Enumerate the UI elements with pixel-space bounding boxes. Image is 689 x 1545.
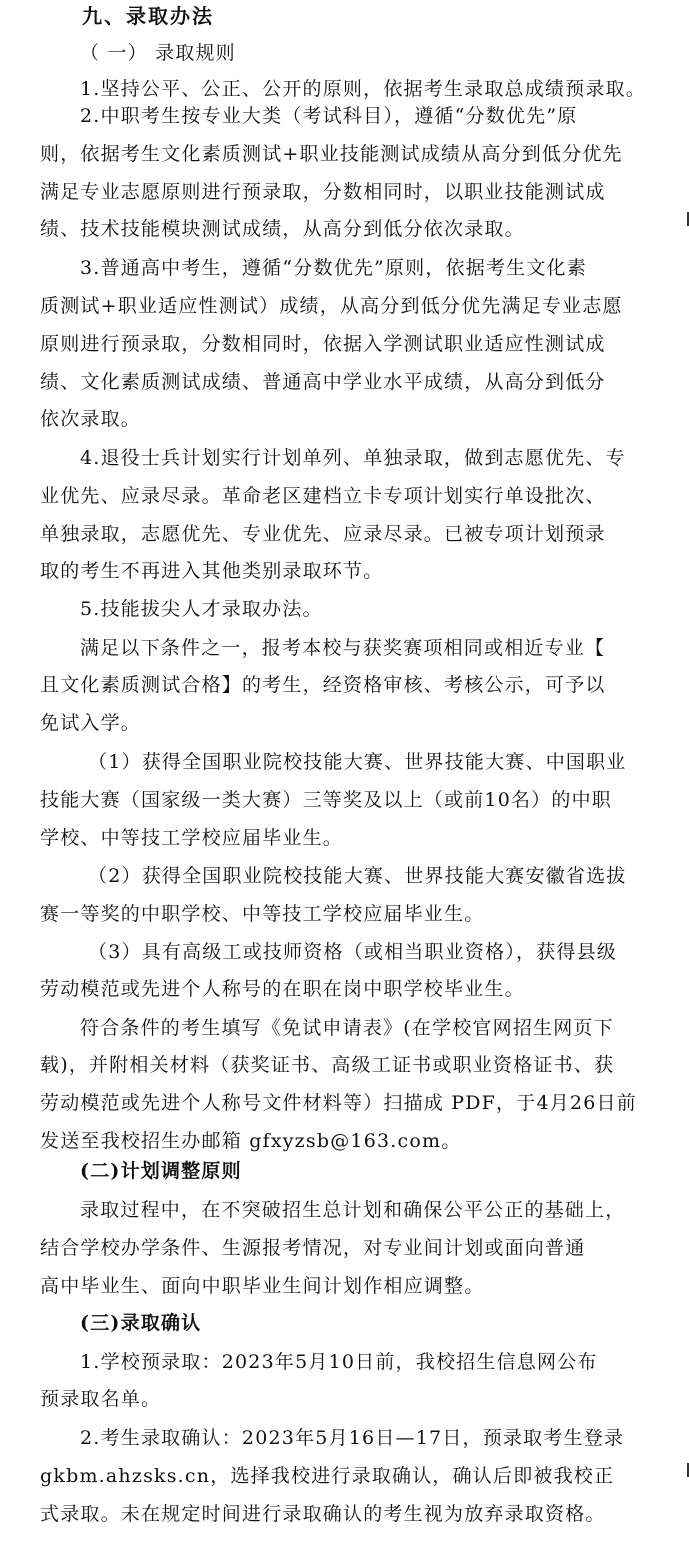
rules-line: 依次录取。 <box>40 408 142 430</box>
rules-line: 3.普通高中考生，遵循“分数优先”原则，依据考生文化素 <box>80 257 587 279</box>
adjustment-line: 高中毕业生、面向中职毕业生间计划作相应调整。 <box>40 1275 485 1297</box>
rules-line: 原则进行预录取，分数相同时，依据入学测试职业适应性测试成 <box>40 333 606 355</box>
confirmation-line: 预录取名单。 <box>40 1388 162 1410</box>
rules-line: 绩、技术技能模块测试成绩，从高分到低分依次录取。 <box>40 218 525 240</box>
rules-line: 4.退役士兵计划实行计划单列、单独录取，做到志愿优先、专 <box>80 447 626 469</box>
rules-line: （2）获得全国职业院校技能大赛、世界技能大赛安徽省选拔 <box>88 865 627 887</box>
confirmation-line: gkbm.ahzsks.cn，选择我校进行录取确认，确认后即被我校正 <box>40 1465 615 1487</box>
confirmation-title: (三)录取确认 <box>80 1312 202 1334</box>
confirmation-line: 式录取。未在规定时间进行录取确认的考生视为放弃录取资格。 <box>40 1503 606 1525</box>
rules-line: 则，依据考生文化素质测试+职业技能测试成绩从高分到低分优先 <box>40 143 623 165</box>
adjustment-line: 录取过程中，在不突破招生总计划和确保公平公正的基础上， <box>80 1199 626 1221</box>
rules-line: （3）具有高级工或技师资格（或相当职业资格），获得县级 <box>88 941 617 963</box>
rules-line: 载)，并附相关材料（获奖证书、高级工证书或职业资格证书、获 <box>40 1054 615 1076</box>
rules-line: 5.技能拔尖人才录取办法。 <box>80 598 323 620</box>
confirmation-line: 2.考生录取确认：2023年5月16日—17日，预录取考生登录 <box>80 1427 625 1449</box>
rules-line: 符合条件的考生填写《免试申请表》(在学校官网招生网页下 <box>80 1017 614 1039</box>
rules-line: 劳动模范或先进个人称号的在职在岗中职学校毕业生。 <box>40 978 525 1000</box>
rules-line: 满足以下条件之一，报考本校与获奖赛项相同或相近专业【 <box>80 637 606 659</box>
rules-line: 劳动模范或先进个人称号文件材料等）扫描成 PDF，于4月26日前 <box>40 1092 637 1114</box>
rules-line: 且文化素质测试合格】的考生，经资格审核、考核公示，可予以 <box>40 674 606 696</box>
rules-line: 单独录取，志愿优先、专业优先、应录尽录。已被专项计划预录 <box>40 523 606 545</box>
rules-line: 质测试+职业适应性测试）成绩，从高分到低分优先满足专业志愿 <box>40 295 623 317</box>
rules-line: 赛一等奖的中职学校、中等技工学校应届毕业生。 <box>40 903 485 925</box>
adjustment-title: (二)计划调整原则 <box>80 1160 242 1182</box>
rules-line: 技能大赛（国家级一类大赛）三等奖及以上（或前10名）的中职 <box>40 789 612 811</box>
rules-line: 1.坚持公平、公正、公开的原则，依据考生录取总成绩预录取。 <box>80 78 646 100</box>
rules-line: 2.中职考生按专业大类（考试科目），遵循“分数优先”原 <box>80 105 578 127</box>
section-heading: 九、录取办法 <box>82 4 214 28</box>
rules-line: 学校、中等技工学校应届毕业生。 <box>40 827 344 849</box>
rules-line: 绩、文化素质测试成绩、普通高中学业水平成绩，从高分到低分 <box>40 371 606 393</box>
rules-line: 取的考生不再进入其他类别录取环节。 <box>40 560 384 582</box>
rules-line: 满足专业志愿原则进行预录取，分数相同时，以职业技能测试成 <box>40 181 606 203</box>
rules-line: （1）获得全国职业院校技能大赛、世界技能大赛、中国职业 <box>88 751 627 773</box>
rules-title: （ 一） 录取规则 <box>80 42 236 64</box>
adjustment-line: 结合学校办学条件、生源报考情况，对专业间计划或面向普通 <box>40 1237 586 1259</box>
rules-line: 免试入学。 <box>40 712 142 734</box>
rules-line: 业优先、应录尽录。革命老区建档立卡专项计划实行单设批次、 <box>40 485 606 507</box>
confirmation-line: 1.学校预录取：2023年5月10日前，我校招生信息网公布 <box>80 1351 598 1373</box>
rules-line: 发送至我校招生办邮箱 gfxyzsb@163.com。 <box>40 1130 462 1152</box>
